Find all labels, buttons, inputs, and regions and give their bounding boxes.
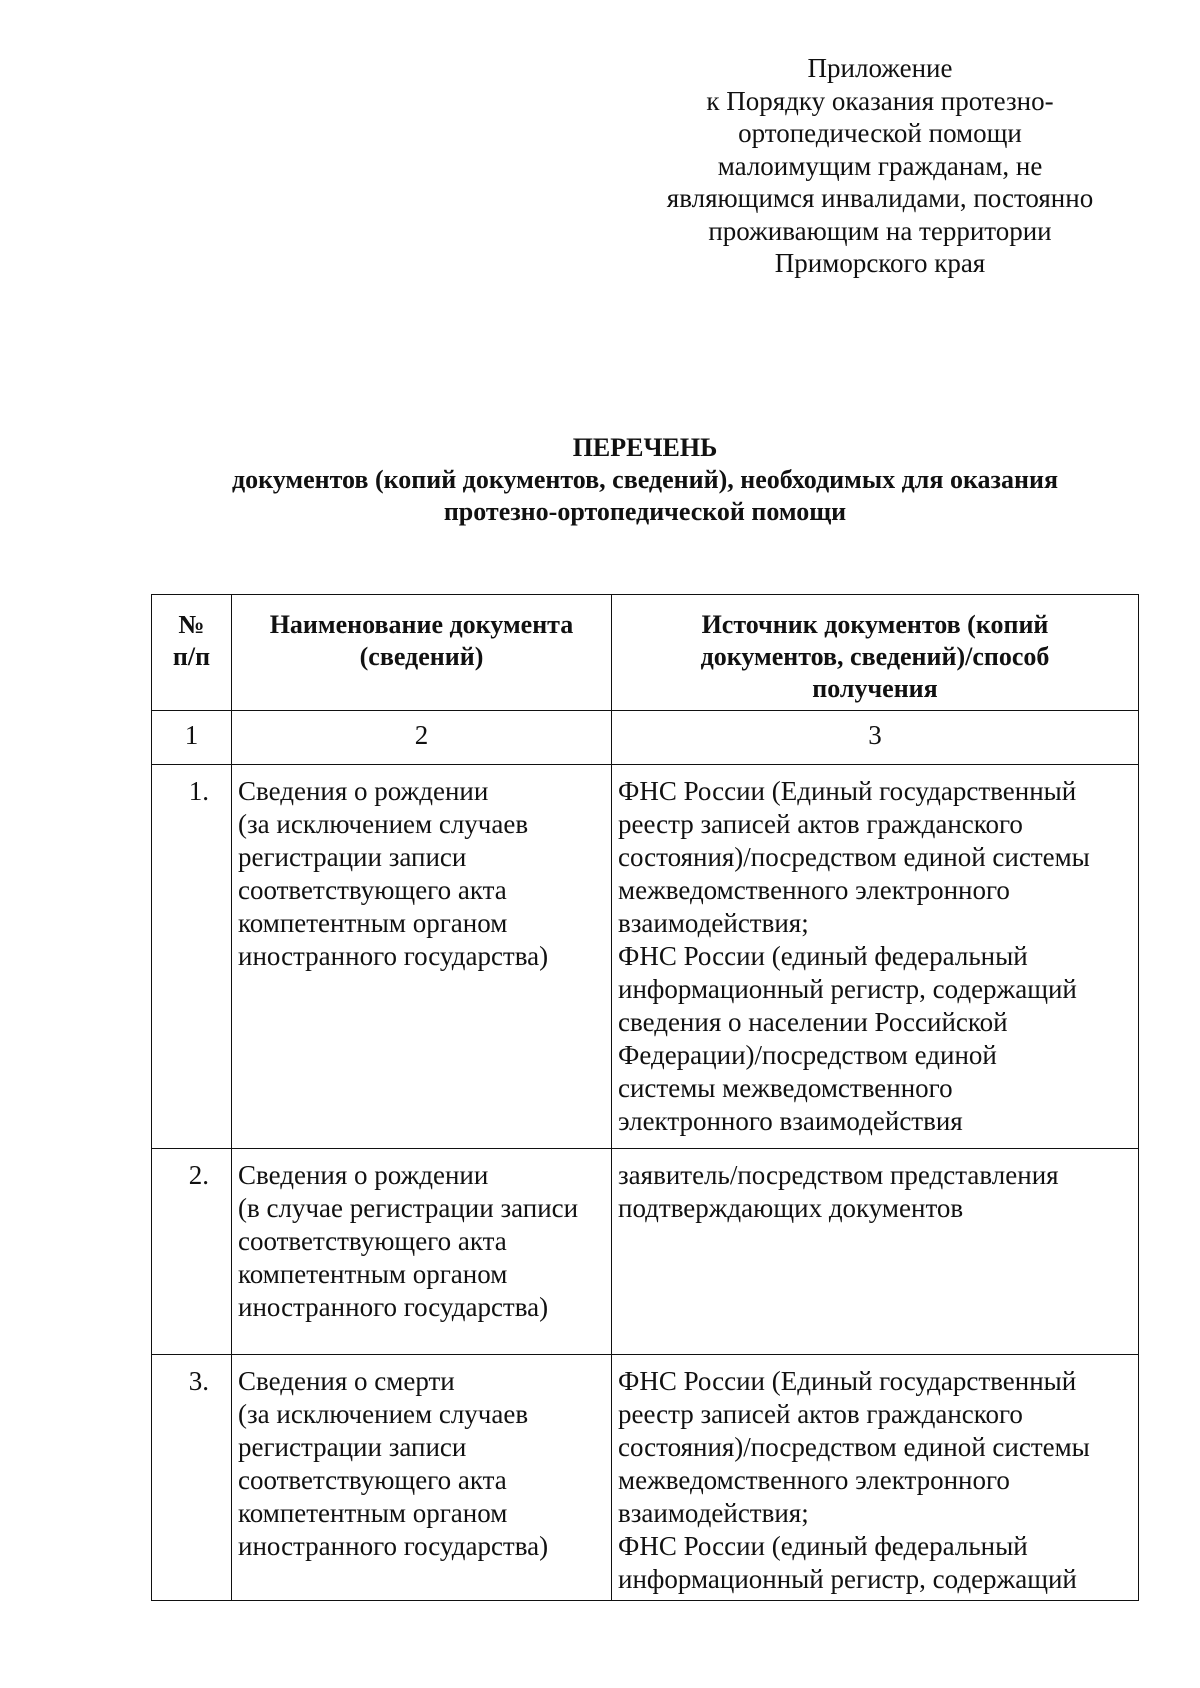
- cell-line: ФНС России (единый федеральный: [618, 941, 1028, 971]
- header-text: п/п: [172, 642, 211, 671]
- header-cell-number: [152, 595, 232, 711]
- document-subtitle-line: протезно-ортопедической помощи: [443, 497, 847, 526]
- cell-line: иностранного государства): [238, 1531, 549, 1561]
- header-text: (сведений): [359, 642, 484, 671]
- cell-line: соответствующего акта: [238, 1226, 507, 1256]
- cell-line: иностранного государства): [238, 941, 549, 971]
- header-text: получения: [812, 674, 938, 703]
- cell-line: реестр записей актов гражданского: [618, 809, 1023, 839]
- table-row: [152, 1149, 1139, 1355]
- appendix-line: Приморского края: [774, 248, 986, 278]
- cell-line: подтверждающих документов: [618, 1193, 964, 1223]
- cell-line: состояния)/посредством единой системы: [618, 1432, 1090, 1462]
- document-name-cell: [232, 1355, 612, 1601]
- document-heading: [150, 432, 1140, 528]
- column-number: 2: [232, 711, 612, 765]
- header-text: Наименование документа: [269, 610, 574, 639]
- table-header-row: [152, 595, 1139, 711]
- cell-line: компетентным органом: [238, 1259, 508, 1289]
- cell-line: системы межведомственного: [618, 1073, 953, 1103]
- cell-line: Федерации)/посредством единой: [618, 1040, 997, 1070]
- document-name-cell: [232, 765, 612, 1149]
- cell-line: (в случае регистрации записи: [238, 1193, 579, 1223]
- appendix-line: Приложение: [807, 53, 953, 83]
- cell-line: соответствующего акта: [238, 875, 507, 905]
- header-cell-source: [612, 595, 1139, 711]
- cell-line: электронного взаимодействия: [618, 1106, 963, 1136]
- cell-line: реестр записей актов гражданского: [618, 1399, 1023, 1429]
- cell-line: заявитель/посредством представления: [618, 1160, 1059, 1190]
- cell-line: регистрации записи: [238, 842, 467, 872]
- document-subtitle-line: документов (копий документов, сведений), необходимых для оказания: [231, 465, 1059, 494]
- cell-line: сведения о населении Российской: [618, 1007, 1008, 1037]
- cell-line: взаимодействия;: [618, 908, 809, 938]
- column-number: 3: [612, 711, 1139, 765]
- cell-line: межведомственного электронного: [618, 1465, 1010, 1495]
- row-number: 1.: [152, 765, 232, 1149]
- document-source-cell: [612, 1355, 1139, 1601]
- cell-line: регистрации записи: [238, 1432, 467, 1462]
- cell-line: взаимодействия;: [618, 1498, 809, 1528]
- row-number: 3.: [152, 1355, 232, 1601]
- appendix-line: ортопедической помощи: [738, 118, 1022, 148]
- column-number-row: [152, 711, 1139, 765]
- cell-line: компетентным органом: [238, 908, 508, 938]
- table-row: [152, 1355, 1139, 1601]
- cell-line: ФНС России (Единый государственный: [618, 776, 1077, 806]
- cell-line: (за исключением случаев: [238, 1399, 529, 1429]
- appendix-note: [640, 52, 1120, 280]
- cell-line: информационный регистр, содержащий: [618, 1564, 1077, 1594]
- table-row: [152, 765, 1139, 1149]
- document-source-cell: [612, 765, 1139, 1149]
- document-source-cell: [612, 1149, 1139, 1355]
- document-name-cell: [232, 1149, 612, 1355]
- cell-line: (за исключением случаев: [238, 809, 529, 839]
- header-cell-document-name: [232, 595, 612, 711]
- appendix-line: к Порядку оказания протезно-: [706, 85, 1054, 116]
- cell-line: ФНС России (Единый государственный: [618, 1366, 1077, 1396]
- header-text: Источник документов (копий: [701, 610, 1049, 639]
- cell-line: компетентным органом: [238, 1498, 508, 1528]
- header-text: №: [178, 610, 205, 639]
- cell-line: Сведения о рождении: [238, 1160, 489, 1190]
- document-title: ПЕРЕЧЕНЬ: [572, 433, 718, 462]
- cell-line: иностранного государства): [238, 1292, 549, 1322]
- cell-line: Сведения о рождении: [238, 776, 489, 806]
- cell-line: Сведения о смерти: [238, 1366, 455, 1396]
- appendix-line: являющимся инвалидами, постоянно: [666, 183, 1094, 213]
- column-number: 1: [152, 711, 232, 765]
- cell-line: соответствующего акта: [238, 1465, 507, 1495]
- appendix-line: малоимущим гражданам, не: [717, 150, 1043, 181]
- cell-line: состояния)/посредством единой системы: [618, 842, 1090, 872]
- row-number: 2.: [152, 1149, 232, 1355]
- appendix-line: проживающим на территории: [708, 215, 1052, 246]
- cell-line: информационный регистр, содержащий: [618, 974, 1077, 1004]
- cell-line: ФНС России (единый федеральный: [618, 1531, 1028, 1561]
- cell-line: межведомственного электронного: [618, 875, 1010, 905]
- documents-table: [151, 594, 1139, 1601]
- header-text: документов, сведений)/способ: [700, 642, 1050, 671]
